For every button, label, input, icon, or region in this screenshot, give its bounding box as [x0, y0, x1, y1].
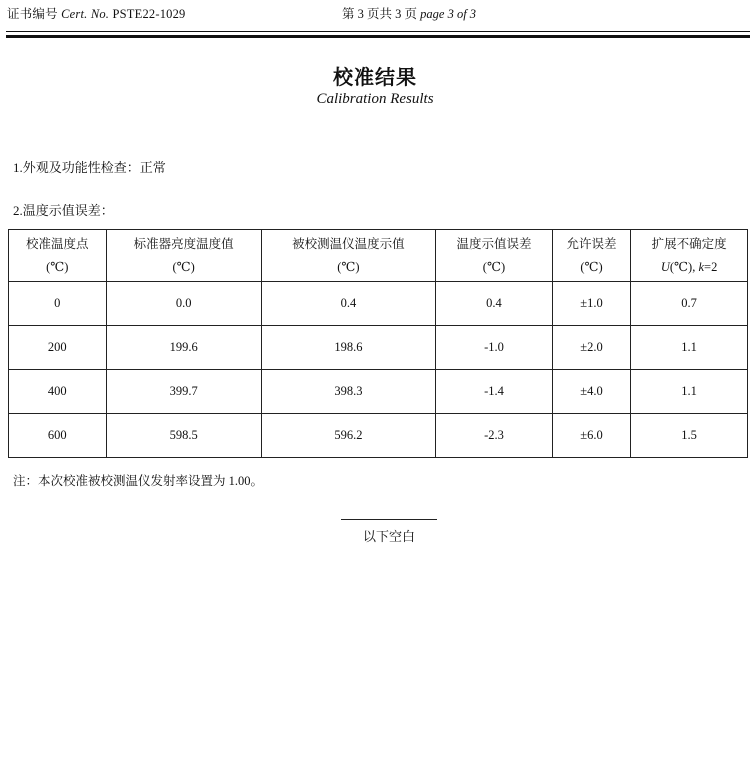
- table-cell: ±6.0: [552, 414, 630, 458]
- coverage-factor-symbol: k: [698, 259, 705, 274]
- temperature-error-heading: 2.温度示值误差：: [13, 203, 114, 218]
- table-cell: 199.6: [106, 326, 261, 370]
- table-cell: 0.0: [106, 282, 261, 326]
- column-header-unit: (℃): [46, 259, 69, 274]
- calibration-results-table: [8, 229, 748, 458]
- table-cell: 598.5: [106, 414, 261, 458]
- table-cell: 400: [9, 370, 107, 414]
- page-indicator-cn: 第 3 页共 3 页: [342, 7, 418, 21]
- column-header: [106, 230, 261, 282]
- table-cell: 1.1: [631, 370, 748, 414]
- cert-number-value: PSTE22-1029: [112, 7, 186, 21]
- column-header: [552, 230, 630, 282]
- uncertainty-unit: (℃),: [669, 259, 699, 274]
- page-title-en: Calibration Results: [316, 91, 434, 107]
- column-header-unit: (℃): [172, 259, 195, 274]
- uncertainty-symbol: U: [660, 259, 670, 274]
- table-cell: ±4.0: [552, 370, 630, 414]
- table-cell: 198.6: [261, 326, 435, 370]
- column-header-label: 扩展不确定度: [651, 236, 727, 251]
- header-divider-thick: [6, 35, 750, 38]
- blank-below-marker: 以下空白: [362, 529, 415, 544]
- table-cell: 0.4: [261, 282, 435, 326]
- end-divider: [341, 519, 437, 520]
- column-header: [261, 230, 435, 282]
- coverage-factor-value: =2: [704, 259, 718, 274]
- column-header-label: 标准器亮度温度值: [133, 236, 234, 251]
- emissivity-note: 注：本次校准被校测温仪发射率设置为 1.00。: [13, 474, 264, 488]
- column-header-unit: (℃): [580, 259, 603, 274]
- table-cell: 596.2: [261, 414, 435, 458]
- table-row: [9, 370, 748, 414]
- column-header-label: 允许误差: [566, 236, 617, 251]
- column-header-label: 被校测温仪温度示值: [292, 236, 405, 251]
- table-row: [9, 326, 748, 370]
- column-header-label: 温度示值误差: [456, 236, 532, 251]
- table-cell: -1.4: [436, 370, 553, 414]
- table-cell: -1.0: [436, 326, 553, 370]
- page-indicator: [342, 4, 476, 22]
- table-cell: 398.3: [261, 370, 435, 414]
- table-cell: 0.7: [631, 282, 748, 326]
- table-header-row: [9, 230, 748, 282]
- page-indicator-en: page 3 of 3: [420, 7, 477, 21]
- column-header: [9, 230, 107, 282]
- page-title-cn: 校准结果: [333, 65, 417, 89]
- table-cell: 600: [9, 414, 107, 458]
- table-cell: 399.7: [106, 370, 261, 414]
- header-divider-thin: [6, 31, 750, 32]
- table-row: [9, 414, 748, 458]
- certificate-number: [7, 4, 186, 22]
- table-cell: 0.4: [436, 282, 553, 326]
- table-cell: 0: [9, 282, 107, 326]
- column-header-label: 校准温度点: [26, 236, 89, 251]
- table-cell: -2.3: [436, 414, 553, 458]
- column-header-unit: (℃): [337, 259, 360, 274]
- table-cell: 1.5: [631, 414, 748, 458]
- table-cell: ±1.0: [552, 282, 630, 326]
- table-row: [9, 282, 748, 326]
- column-header-unit: (℃): [482, 259, 506, 274]
- column-header: [631, 230, 748, 282]
- page-header: [0, 4, 750, 24]
- table-cell: ±2.0: [552, 326, 630, 370]
- column-header: [436, 230, 553, 282]
- table-cell: 200: [9, 326, 107, 370]
- appearance-check-line: 1.外观及功能性检查：正常: [13, 160, 166, 175]
- cert-label-en: Cert. No.: [61, 7, 110, 21]
- cert-label-cn: 证书编号: [7, 7, 58, 21]
- table-cell: 1.1: [631, 326, 748, 370]
